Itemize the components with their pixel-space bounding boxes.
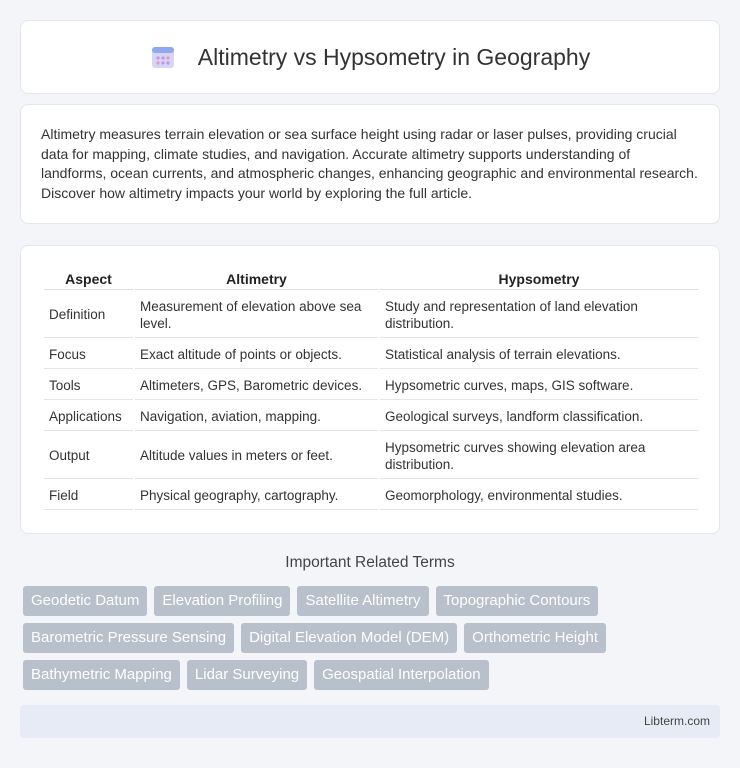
related-terms-title: Important Related Terms [285, 554, 455, 571]
table-cell: Hypsometric curves showing elevation area distribution. [380, 433, 698, 479]
comparison-table [42, 266, 700, 512]
column-header-hypsometry: Hypsometry [380, 268, 698, 290]
tag-barometric-pressure-sensing[interactable]: Barometric Pressure Sensing [23, 623, 234, 653]
table-cell: Physical geography, cartography. [135, 481, 378, 510]
table-cell: Geological surveys, landform classification. [380, 402, 698, 431]
table-row [44, 402, 698, 431]
table-cell: Navigation, aviation, mapping. [135, 402, 378, 431]
tag-geodetic-datum[interactable]: Geodetic Datum [23, 586, 147, 616]
column-header-aspect: Aspect [44, 268, 133, 290]
table-cell: Applications [44, 402, 133, 431]
table-cell: Exact altitude of points or objects. [135, 340, 378, 369]
table-cell: Measurement of elevation above sea level. [135, 292, 378, 338]
table-row [44, 292, 698, 338]
tag-row [23, 586, 723, 616]
tag-lidar-surveying[interactable]: Lidar Surveying [187, 660, 307, 690]
table-cell: Statistical analysis of terrain elevations. [380, 340, 698, 369]
table-cell: Field [44, 481, 133, 510]
table-row [44, 340, 698, 369]
intro-card [20, 104, 720, 224]
tag-satellite-altimetry[interactable]: Satellite Altimetry [297, 586, 428, 616]
table-row [44, 433, 698, 479]
footer-brand[interactable]: Libterm.com [643, 714, 710, 728]
tag-orthometric-height[interactable]: Orthometric Height [464, 623, 606, 653]
header-card [20, 20, 720, 94]
table-cell: Tools [44, 371, 133, 400]
page-title: Altimetry vs Hypsometry in Geography [197, 43, 591, 70]
table-cell: Output [44, 433, 133, 479]
tag-row [23, 623, 723, 653]
table-cell: Geomorphology, environmental studies. [380, 481, 698, 510]
table-row [44, 481, 698, 510]
tag-bathymetric-mapping[interactable]: Bathymetric Mapping [23, 660, 180, 690]
tag-row [23, 660, 723, 690]
table-cell: Altitude values in meters or feet. [135, 433, 378, 479]
calendar-icon [150, 44, 176, 70]
column-header-altimetry: Altimetry [135, 268, 378, 290]
related-terms-list [23, 586, 723, 697]
footer [20, 705, 720, 738]
table-cell: Study and representation of land elevation distribution. [380, 292, 698, 338]
table-cell: Definition [44, 292, 133, 338]
intro-text: Altimetry measures terrain elevation or sea surface height using radar or laser pulses, providing crucial data for mapping, climate studies, and navigation. Accurate altimetry supports understanding of landforms, ocean currents, and atmospheric changes, enhancing geographic and environmental research. Discover how altimetry impacts your world by exploring the full article. [41, 126, 698, 201]
table-cell: Altimeters, GPS, Barometric devices. [135, 371, 378, 400]
table-row [44, 371, 698, 400]
tag-digital-elevation-model[interactable]: Digital Elevation Model (DEM) [241, 623, 457, 653]
table-cell: Hypsometric curves, maps, GIS software. [380, 371, 698, 400]
tag-elevation-profiling[interactable]: Elevation Profiling [154, 586, 290, 616]
comparison-card [20, 245, 720, 534]
tag-geospatial-interpolation[interactable]: Geospatial Interpolation [314, 660, 488, 690]
table-cell: Focus [44, 340, 133, 369]
tag-topographic-contours[interactable]: Topographic Contours [436, 586, 599, 616]
